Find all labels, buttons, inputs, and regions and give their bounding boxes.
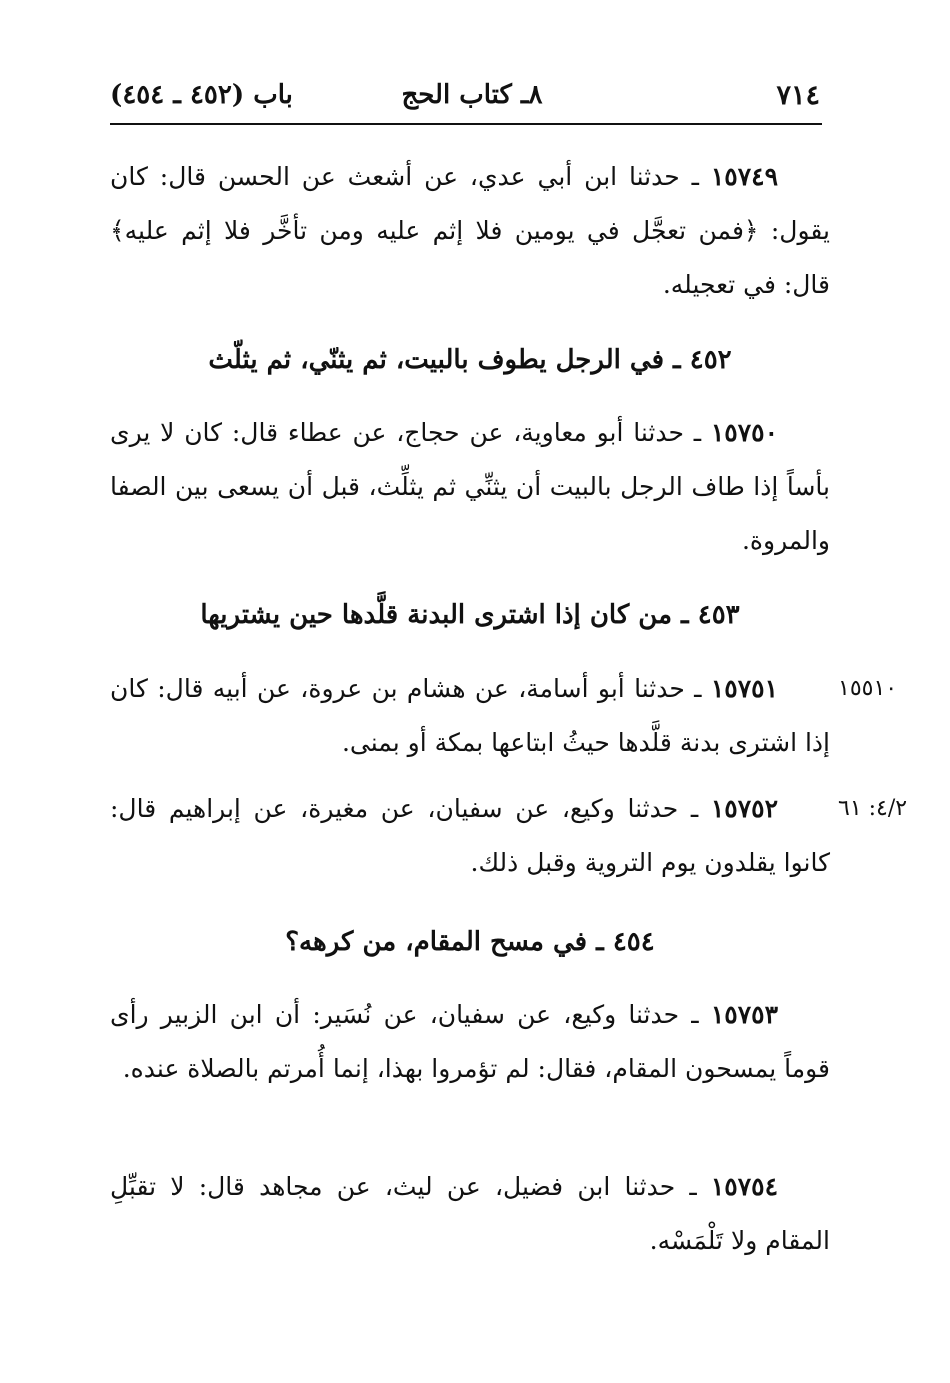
- running-header: [110, 80, 820, 120]
- margin-reference: ٤/٢: ٦١: [838, 796, 908, 821]
- hadith-number: ١٥٧٥١: [710, 674, 778, 703]
- hadith-number: ١٥٧٤٩: [710, 162, 778, 191]
- hadith-text: ـ حدثنا وكيع، عن سفيان، عن نُسَير: أن ابن الزبير رأى قوماً يمسحون المقام، فقال: لم تؤمروا بهذا، إنما أُمرتم بالصلاة عنده.: [110, 1000, 830, 1083]
- hadith-number: ١٥٧٥٢: [710, 794, 778, 823]
- hadith-text: ـ حدثنا ابن فضيل، عن ليث، عن مجاهد قال: لا تقبِّلِ المقام ولا تَلْمَسْه.: [110, 1172, 830, 1255]
- hadith-number: ١٥٧٥٣: [710, 1000, 778, 1029]
- margin-reference: ١٥٥١٠: [838, 676, 898, 701]
- hadith-paragraph: [110, 988, 830, 1096]
- hadith-paragraph: [110, 1160, 830, 1268]
- hadith-paragraph: [110, 782, 830, 890]
- hadith-paragraph: [110, 150, 830, 312]
- book-title: ٨ـ كتاب الحج: [401, 80, 543, 110]
- hadith-text: ـ حدثنا أبو أسامة، عن هشام بن عروة، عن أبيه قال: كان إذا اشترى بدنة قلَّدها حيثُ ابتاعها بمكة أو بمنى.: [110, 674, 830, 757]
- hadith-text: ـ حدثنا ابن أبي عدي، عن أشعث عن الحسن قال: كان يقول: ﴿فمن تعجَّل في يومين فلا إثم عليه ومن تأخَّر فلا إثم عليه﴾ قال: في تعجيله.: [110, 162, 830, 299]
- chapter-heading: ٤٥٣ ـ من كان إذا اشترى البدنة قلَّدها حين يشتريها: [200, 600, 740, 630]
- page-number: ٧١٤: [776, 80, 820, 111]
- hadith-number: ١٥٧٥٤: [710, 1172, 779, 1201]
- hadith-paragraph: [110, 662, 830, 770]
- hadith-number: ١٥٧٥٠: [710, 418, 778, 447]
- hadith-paragraph: [110, 406, 830, 568]
- chapter-range: باب (٤٥٢ ـ ٤٥٤): [110, 80, 293, 110]
- chapter-heading: ٤٥٢ ـ في الرجل يطوف بالبيت، ثم يثنّي، ثم يثلّث: [208, 345, 732, 375]
- header-rule: [110, 123, 822, 125]
- hadith-text: ـ حدثنا أبو معاوية، عن حجاج، عن عطاء قال: كان لا يرى بأساً إذا طاف الرجل بالبيت أن يثنِّي ثم يثلِّث، قبل أن يسعى بين الصفا والمروة.: [110, 418, 830, 555]
- chapter-heading: ٤٥٤ ـ في مسح المقام، من كرهه؟: [285, 927, 655, 957]
- hadith-text: ـ حدثنا وكيع، عن سفيان، عن مغيرة، عن إبراهيم قال: كانوا يقلدون يوم التروية وقبل ذلك.: [110, 794, 830, 877]
